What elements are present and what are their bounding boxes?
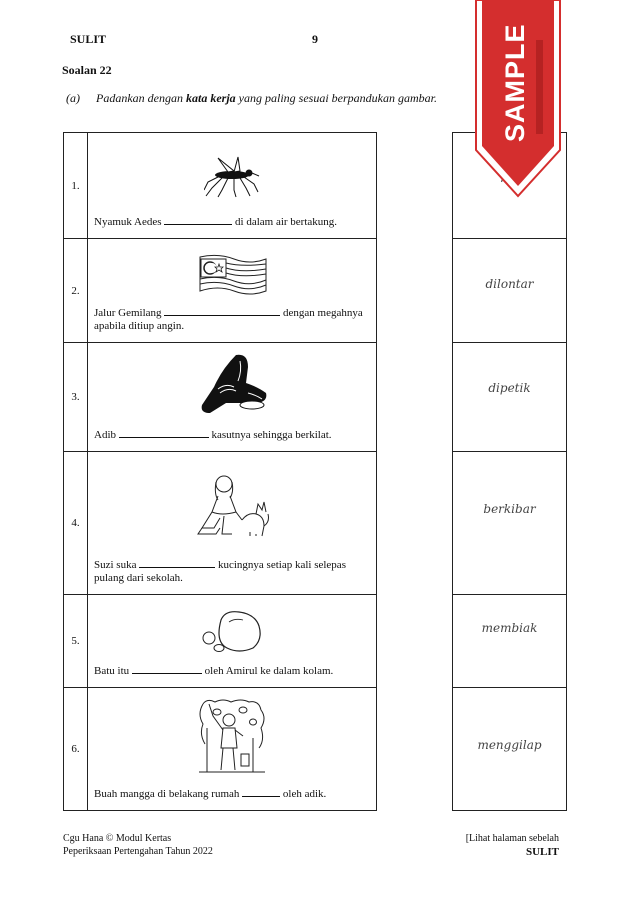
item-number: 4. xyxy=(64,452,88,595)
item-number: 6. xyxy=(64,688,88,811)
table-row xyxy=(64,133,377,239)
item-number: 5. xyxy=(64,595,88,688)
shoe-icon xyxy=(196,353,268,415)
footer-author: Cgu Hana © Modul Kertas xyxy=(63,833,172,844)
footer-next-page: [Lihat halaman sebelah xyxy=(465,833,559,844)
answer-blank[interactable] xyxy=(132,664,202,674)
item-sentence: Suzi suka kucingnya setiap kali selepas pulang dari sekolah. xyxy=(94,558,346,585)
answer-option[interactable]: menggilap xyxy=(453,688,567,811)
part-label: (a) xyxy=(66,91,80,105)
answer-option[interactable]: dilontar xyxy=(453,239,567,343)
answer-blank[interactable] xyxy=(242,787,280,797)
instruction xyxy=(66,91,437,106)
table-row xyxy=(64,688,377,811)
footer-right xyxy=(448,832,559,859)
item-sentence: Adib kasutnya sehingga berkilat. xyxy=(94,429,332,442)
malaysia-flag-icon xyxy=(196,253,268,297)
item-sentence: Nyamuk Aedes di dalam air bertakung. xyxy=(94,216,338,229)
instruction-bold: kata kerja xyxy=(185,91,236,105)
item-sentence: Jalur Gemilang dengan megahnya apabila ditiup angin. xyxy=(94,306,363,333)
sample-watermark-text: SAMPLE xyxy=(500,23,530,142)
footer-sulit: SULIT xyxy=(525,846,559,858)
answer-blank[interactable] xyxy=(119,428,209,438)
item-content xyxy=(88,239,377,343)
girl-with-cat-icon xyxy=(194,472,270,538)
question-table xyxy=(63,132,377,811)
instruction-text-2: yang paling sesuai berpandukan gambar. xyxy=(235,91,437,105)
answer-table xyxy=(452,132,567,811)
page-number: 9 xyxy=(312,32,318,46)
footer-left xyxy=(63,832,213,858)
table-row xyxy=(64,595,377,688)
answer-blank[interactable] xyxy=(164,215,232,225)
item-content xyxy=(88,595,377,688)
sample-watermark xyxy=(474,0,562,198)
item-number: 3. xyxy=(64,343,88,452)
answer-option[interactable]: membiak xyxy=(453,595,567,688)
table-row xyxy=(64,452,377,595)
stone-icon xyxy=(199,608,265,654)
item-number: 2. xyxy=(64,239,88,343)
answer-blank[interactable] xyxy=(139,558,215,568)
answer-option[interactable]: berkibar xyxy=(453,452,567,595)
boy-picking-mango-icon xyxy=(197,698,267,774)
instruction-text-1: Padankan dengan xyxy=(96,91,186,105)
answer-option[interactable]: dipetik xyxy=(453,343,567,452)
table-row xyxy=(64,239,377,343)
question-title: Soalan 22 xyxy=(62,63,112,77)
item-content xyxy=(88,343,377,452)
item-content xyxy=(88,133,377,239)
table-row xyxy=(64,343,377,452)
item-sentence: Buah mangga di belakang rumah oleh adik. xyxy=(94,788,327,801)
answer-blank[interactable] xyxy=(164,306,280,316)
header-sulit: SULIT xyxy=(70,32,107,46)
item-sentence: Batu itu oleh Amirul ke dalam kolam. xyxy=(94,665,334,678)
footer-exam: Peperiksaan Pertengahan Tahun 2022 xyxy=(63,846,213,857)
item-number: 1. xyxy=(64,133,88,239)
item-content xyxy=(88,452,377,595)
mosquito-icon xyxy=(204,156,260,198)
item-content xyxy=(88,688,377,811)
